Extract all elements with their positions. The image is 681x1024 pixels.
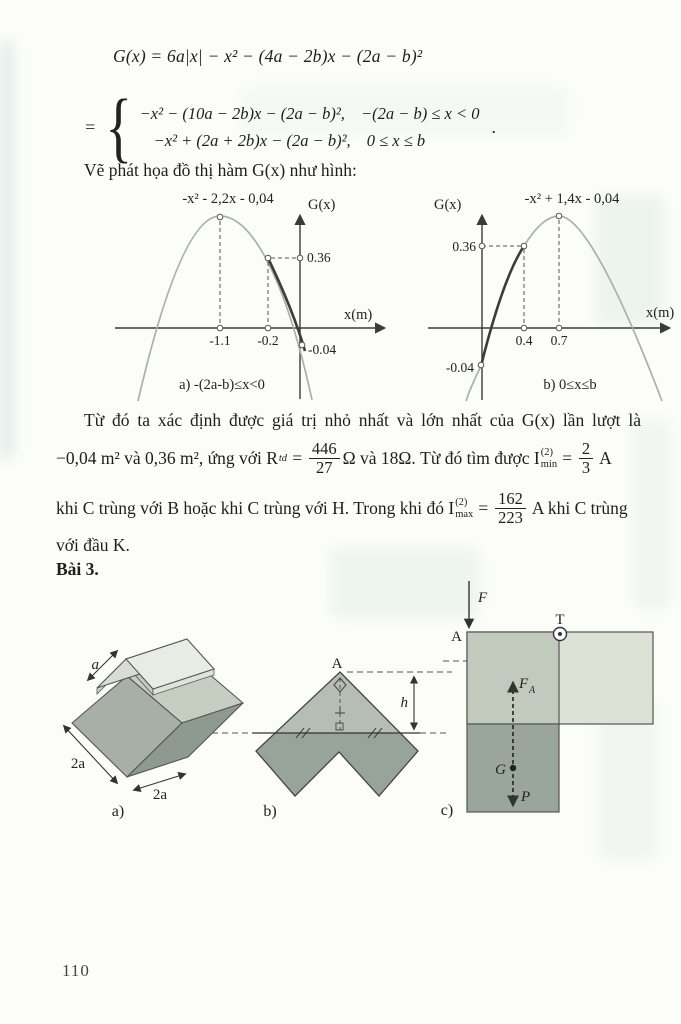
- figure-b-caption: b): [263, 803, 277, 820]
- line2-text-b: Ω và 18Ω. Từ đó tìm được I: [342, 448, 540, 469]
- graph-a: [100, 188, 395, 403]
- point-A-label: A: [451, 629, 462, 645]
- figure-a-caption: a): [111, 803, 125, 820]
- point-A-label: A: [331, 656, 343, 672]
- buoyancy-FA-label: F: [519, 676, 529, 692]
- case-1: [140, 104, 480, 124]
- figures-row: [40, 570, 681, 880]
- pivot-T-label: T: [555, 612, 565, 628]
- dimension-2a-bottom-label: 2a: [152, 787, 168, 803]
- page-number: 110: [62, 961, 90, 980]
- graph-b-caption: b) 0≤x≤b: [543, 377, 597, 393]
- graph-b: [420, 188, 681, 403]
- intro-sentence: Vẽ phát họa đồ thị hàm G(x) như hình:: [84, 160, 357, 180]
- fraction-denominator: 3: [581, 458, 591, 478]
- brace-glyph: {: [105, 83, 133, 170]
- highlighted-domain-curve: [481, 246, 524, 366]
- vertical-plate-upper: [467, 632, 559, 724]
- line2-text-c: A: [599, 448, 612, 469]
- figure-c: [441, 581, 653, 819]
- i-superscript: (2): [455, 496, 468, 508]
- paragraph-line-2: [56, 440, 612, 478]
- equals-sign: =: [84, 116, 97, 137]
- force-F-label: F: [478, 590, 488, 606]
- center-of-gravity-dot: [510, 765, 516, 771]
- buoyancy-FA-subscript: A: [529, 685, 536, 696]
- fraction-2-3: [579, 440, 593, 478]
- graph-a-title: -x² - 2,2x - 0,04: [182, 191, 274, 207]
- graph-b-ylabel: G(x): [434, 197, 462, 213]
- paragraph-line-3: [56, 490, 628, 528]
- paragraph-line-4: [56, 535, 130, 556]
- pivot-dot: [558, 632, 562, 636]
- graph-b-label-0-36: 0.36: [452, 239, 476, 254]
- exercise-3-heading: Bài 3.: [56, 559, 99, 579]
- line4-text: với đầu K.: [56, 535, 130, 555]
- sentence-period: .: [491, 116, 496, 137]
- graph-a-caption: a) -(2a-b)≤x<0: [179, 377, 265, 393]
- r-subscript: td: [278, 452, 288, 464]
- graph-a-tick-neg0-2: -0.2: [257, 333, 279, 348]
- bleed-smudge: [0, 40, 14, 460]
- parabola-curve: [524, 216, 662, 401]
- i-superscript: (2): [540, 446, 553, 458]
- line3-text-a: khi C trùng với B hoặc khi C trùng với H. Trong khi đó I: [56, 498, 455, 519]
- fraction-denominator: 27: [316, 458, 333, 478]
- equals-2: =: [561, 448, 573, 469]
- case-2: [154, 131, 480, 151]
- fraction-446-27: [309, 440, 340, 478]
- graph-a-xlabel: x(m): [344, 307, 373, 323]
- fraction-numerator: 162: [495, 490, 526, 509]
- fraction-numerator: 446: [309, 440, 340, 459]
- graph-b-tick-0-7: 0.7: [550, 333, 568, 348]
- chevron-below-waterline: [256, 733, 418, 796]
- graph-b-tick-0-4: 0.4: [515, 333, 533, 348]
- figure-a: [64, 639, 243, 820]
- line3-text-b: A khi C trùng: [531, 498, 628, 519]
- graph-a-tick-neg1-1: -1.1: [209, 333, 231, 348]
- graph-a-dashed-guides: [220, 221, 297, 326]
- equals-3: =: [477, 498, 490, 519]
- graph-b-xlabel: x(m): [646, 305, 675, 321]
- piecewise-cases: [140, 104, 480, 151]
- dimension-2a-left-label: 2a: [70, 756, 86, 772]
- equals-1: =: [291, 448, 303, 469]
- weight-P-label: P: [521, 789, 531, 805]
- case-2-expression: −x² + (2a + 2b)x − (2a − b)²,: [153, 130, 351, 150]
- parabola-curve: [138, 216, 312, 401]
- case-1-condition: −(2a − b) ≤ x < 0: [360, 103, 480, 123]
- equation-line-1: G(x) = 6a|x| − x² − (4a − 2b)x − (2a − b)²: [113, 46, 423, 66]
- figure-b: [252, 656, 420, 820]
- fraction-denominator: 223: [498, 508, 523, 528]
- line2-text-a: −0,04 m² và 0,36 m², ứng với R: [56, 448, 278, 469]
- graph-b-title: -x² + 1,4x - 0,04: [524, 191, 620, 207]
- dimension-h-label: h: [400, 695, 408, 711]
- i-subscript-max: max: [455, 508, 474, 520]
- figure-c-caption: c): [440, 802, 454, 819]
- fraction-162-223: [495, 490, 526, 528]
- graph-a-ylabel: G(x): [308, 197, 336, 213]
- graph-b-dashed-guides: [482, 220, 559, 326]
- center-G-label: G: [495, 762, 506, 778]
- case-1-expression: −x² − (10a − 2b)x − (2a − b)²,: [139, 103, 345, 123]
- case-2-condition: 0 ≤ x ≤ b: [366, 130, 426, 150]
- fraction-numerator: 2: [579, 440, 593, 459]
- graph-a-label-neg0-04: -0.04: [308, 342, 337, 357]
- paragraph-line-1: Từ đó ta xác định được giá trị nhỏ nhất và lớn nhất của G(x) lần lượt là: [84, 410, 641, 430]
- i-subscript-min: min: [540, 458, 558, 470]
- dimension-a-label: a: [91, 657, 99, 673]
- graph-b-label-neg0-04: -0.04: [445, 360, 474, 375]
- graph-a-label-0-36: 0.36: [307, 250, 331, 265]
